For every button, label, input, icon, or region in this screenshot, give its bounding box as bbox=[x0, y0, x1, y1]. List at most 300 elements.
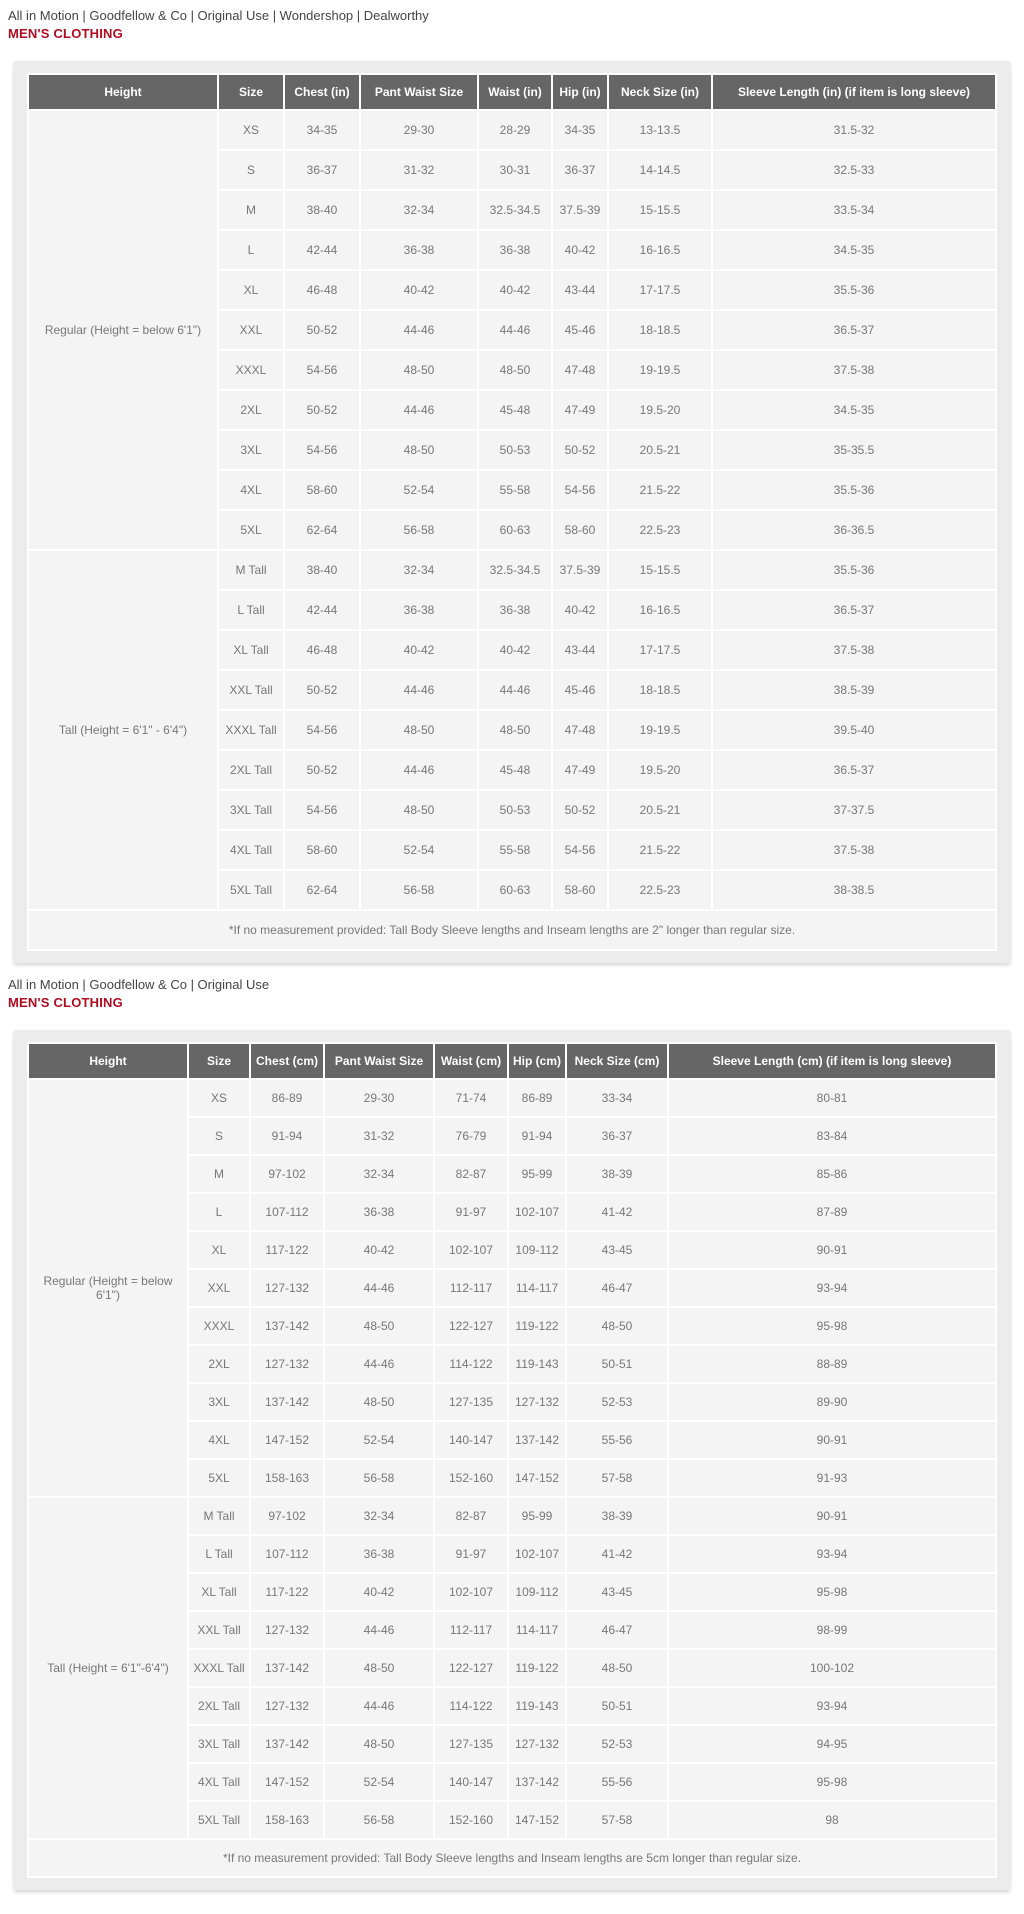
table-row bbox=[29, 111, 995, 149]
value-cell: 41-42 bbox=[567, 1194, 667, 1230]
value-cell: 114-117 bbox=[509, 1612, 565, 1648]
value-cell: 147-152 bbox=[509, 1460, 565, 1496]
value-cell: 56-58 bbox=[361, 511, 477, 549]
value-cell: 39.5-40 bbox=[713, 711, 995, 749]
value-cell: 37-37.5 bbox=[713, 791, 995, 829]
value-cell: 43-45 bbox=[567, 1232, 667, 1268]
value-cell: 37.5-38 bbox=[713, 631, 995, 669]
value-cell: 40-42 bbox=[479, 631, 551, 669]
value-cell: 100-102 bbox=[669, 1650, 995, 1686]
value-cell: 102-107 bbox=[435, 1232, 507, 1268]
value-cell: 36-36.5 bbox=[713, 511, 995, 549]
value-cell: 29-30 bbox=[325, 1080, 433, 1116]
value-cell: 98-99 bbox=[669, 1612, 995, 1648]
value-cell: 54-56 bbox=[553, 471, 607, 509]
value-cell: 48-50 bbox=[361, 431, 477, 469]
value-cell: 158-163 bbox=[251, 1460, 323, 1496]
size-cell: XXL Tall bbox=[219, 671, 283, 709]
size-cell: 3XL bbox=[189, 1384, 249, 1420]
value-cell: 62-64 bbox=[285, 511, 359, 549]
size-cell: XXXL Tall bbox=[219, 711, 283, 749]
size-cell: XL bbox=[189, 1232, 249, 1268]
value-cell: 82-87 bbox=[435, 1156, 507, 1192]
brand-list: All in Motion | Goodfellow & Co | Original Use bbox=[8, 977, 270, 992]
value-cell: 48-50 bbox=[325, 1726, 433, 1762]
column-header-height: Height bbox=[29, 75, 217, 109]
value-cell: 38-40 bbox=[285, 191, 359, 229]
table-header bbox=[29, 1044, 995, 1078]
value-cell: 158-163 bbox=[251, 1802, 323, 1838]
value-cell: 52-54 bbox=[325, 1422, 433, 1458]
category-title: MEN'S CLOTHING bbox=[8, 26, 123, 41]
size-cell: 3XL Tall bbox=[189, 1726, 249, 1762]
footnote-row bbox=[29, 1840, 995, 1876]
value-cell: 33.5-34 bbox=[713, 191, 995, 229]
value-cell: 137-142 bbox=[509, 1422, 565, 1458]
value-cell: 19.5-20 bbox=[609, 391, 711, 429]
value-cell: 127-132 bbox=[251, 1612, 323, 1648]
table-body bbox=[29, 1080, 995, 1876]
value-cell: 38-40 bbox=[285, 551, 359, 589]
value-cell: 45-48 bbox=[479, 391, 551, 429]
value-cell: 37.5-38 bbox=[713, 351, 995, 389]
column-header-neck: Neck Size (in) bbox=[609, 75, 711, 109]
value-cell: 36-38 bbox=[479, 591, 551, 629]
value-cell: 48-50 bbox=[361, 791, 477, 829]
value-cell: 40-42 bbox=[325, 1232, 433, 1268]
value-cell: 19-19.5 bbox=[609, 711, 711, 749]
value-cell: 102-107 bbox=[435, 1574, 507, 1610]
size-chart-panel-cm bbox=[14, 1030, 1010, 1890]
value-cell: 29-30 bbox=[361, 111, 477, 149]
value-cell: 32-34 bbox=[325, 1498, 433, 1534]
value-cell: 147-152 bbox=[509, 1802, 565, 1838]
value-cell: 36-38 bbox=[325, 1536, 433, 1572]
value-cell: 60-63 bbox=[479, 511, 551, 549]
value-cell: 13-13.5 bbox=[609, 111, 711, 149]
value-cell: 18-18.5 bbox=[609, 311, 711, 349]
column-header-sleeve: Sleeve Length (cm) (if item is long sleeve) bbox=[669, 1044, 995, 1078]
value-cell: 127-132 bbox=[251, 1688, 323, 1724]
value-cell: 31-32 bbox=[361, 151, 477, 189]
footnote: *If no measurement provided: Tall Body Sleeve lengths and Inseam lengths are 5cm longer than regular size. bbox=[29, 1840, 995, 1876]
value-cell: 30-31 bbox=[479, 151, 551, 189]
value-cell: 33-34 bbox=[567, 1080, 667, 1116]
size-cell: XXL Tall bbox=[189, 1612, 249, 1648]
size-cell: M Tall bbox=[189, 1498, 249, 1534]
value-cell: 58-60 bbox=[285, 471, 359, 509]
value-cell: 44-46 bbox=[325, 1612, 433, 1648]
value-cell: 147-152 bbox=[251, 1422, 323, 1458]
value-cell: 91-94 bbox=[251, 1118, 323, 1154]
size-cell: L Tall bbox=[219, 591, 283, 629]
value-cell: 58-60 bbox=[553, 511, 607, 549]
value-cell: 36-38 bbox=[361, 231, 477, 269]
value-cell: 62-64 bbox=[285, 871, 359, 909]
value-cell: 43-44 bbox=[553, 631, 607, 669]
column-header-pant-waist: Pant Waist Size bbox=[325, 1044, 433, 1078]
value-cell: 127-132 bbox=[251, 1270, 323, 1306]
size-cell: XS bbox=[189, 1080, 249, 1116]
value-cell: 40-42 bbox=[553, 231, 607, 269]
value-cell: 17-17.5 bbox=[609, 271, 711, 309]
value-cell: 41-42 bbox=[567, 1536, 667, 1572]
value-cell: 89-90 bbox=[669, 1384, 995, 1420]
table-header bbox=[29, 75, 995, 109]
value-cell: 47-48 bbox=[553, 351, 607, 389]
value-cell: 119-143 bbox=[509, 1346, 565, 1382]
size-cell: 5XL Tall bbox=[189, 1802, 249, 1838]
value-cell: 93-94 bbox=[669, 1536, 995, 1572]
value-cell: 44-46 bbox=[479, 671, 551, 709]
column-header-waist: Waist (cm) bbox=[435, 1044, 507, 1078]
footnote-row bbox=[29, 911, 995, 949]
value-cell: 40-42 bbox=[325, 1574, 433, 1610]
value-cell: 117-122 bbox=[251, 1232, 323, 1268]
value-cell: 36-38 bbox=[479, 231, 551, 269]
value-cell: 21.5-22 bbox=[609, 831, 711, 869]
value-cell: 44-46 bbox=[361, 751, 477, 789]
value-cell: 44-46 bbox=[361, 311, 477, 349]
value-cell: 35.5-36 bbox=[713, 271, 995, 309]
value-cell: 36.5-37 bbox=[713, 751, 995, 789]
size-cell: XL Tall bbox=[219, 631, 283, 669]
value-cell: 93-94 bbox=[669, 1270, 995, 1306]
value-cell: 86-89 bbox=[251, 1080, 323, 1116]
height-group-label: Tall (Height = 6'1"-6'4") bbox=[29, 1498, 187, 1838]
value-cell: 85-86 bbox=[669, 1156, 995, 1192]
value-cell: 36.5-37 bbox=[713, 591, 995, 629]
value-cell: 97-102 bbox=[251, 1498, 323, 1534]
value-cell: 83-84 bbox=[669, 1118, 995, 1154]
value-cell: 58-60 bbox=[285, 831, 359, 869]
value-cell: 40-42 bbox=[553, 591, 607, 629]
column-header-hip: Hip (cm) bbox=[509, 1044, 565, 1078]
column-header-chest: Chest (in) bbox=[285, 75, 359, 109]
value-cell: 40-42 bbox=[479, 271, 551, 309]
value-cell: 44-46 bbox=[325, 1688, 433, 1724]
size-cell: 3XL Tall bbox=[219, 791, 283, 829]
value-cell: 117-122 bbox=[251, 1574, 323, 1610]
value-cell: 47-49 bbox=[553, 391, 607, 429]
value-cell: 114-122 bbox=[435, 1688, 507, 1724]
height-group-label: Regular (Height = below 6'1") bbox=[29, 1080, 187, 1496]
column-header-sleeve: Sleeve Length (in) (if item is long sleeve) bbox=[713, 75, 995, 109]
value-cell: 57-58 bbox=[567, 1460, 667, 1496]
value-cell: 37.5-38 bbox=[713, 831, 995, 869]
value-cell: 122-127 bbox=[435, 1650, 507, 1686]
value-cell: 54-56 bbox=[285, 431, 359, 469]
value-cell: 34.5-35 bbox=[713, 391, 995, 429]
value-cell: 119-122 bbox=[509, 1650, 565, 1686]
value-cell: 122-127 bbox=[435, 1308, 507, 1344]
value-cell: 54-56 bbox=[553, 831, 607, 869]
value-cell: 107-112 bbox=[251, 1194, 323, 1230]
value-cell: 95-98 bbox=[669, 1764, 995, 1800]
value-cell: 15-15.5 bbox=[609, 551, 711, 589]
value-cell: 127-132 bbox=[251, 1346, 323, 1382]
value-cell: 137-142 bbox=[251, 1726, 323, 1762]
value-cell: 55-56 bbox=[567, 1422, 667, 1458]
value-cell: 82-87 bbox=[435, 1498, 507, 1534]
value-cell: 54-56 bbox=[285, 351, 359, 389]
value-cell: 46-47 bbox=[567, 1270, 667, 1306]
size-cell: 5XL Tall bbox=[219, 871, 283, 909]
value-cell: 34.5-35 bbox=[713, 231, 995, 269]
value-cell: 48-50 bbox=[325, 1650, 433, 1686]
value-cell: 55-58 bbox=[479, 471, 551, 509]
value-cell: 98 bbox=[669, 1802, 995, 1838]
value-cell: 21.5-22 bbox=[609, 471, 711, 509]
value-cell: 48-50 bbox=[479, 351, 551, 389]
value-cell: 48-50 bbox=[325, 1308, 433, 1344]
value-cell: 52-54 bbox=[325, 1764, 433, 1800]
size-cell: L Tall bbox=[189, 1536, 249, 1572]
value-cell: 137-142 bbox=[251, 1308, 323, 1344]
value-cell: 52-54 bbox=[361, 831, 477, 869]
value-cell: 127-132 bbox=[509, 1726, 565, 1762]
value-cell: 36-38 bbox=[361, 591, 477, 629]
size-cell: XXL bbox=[219, 311, 283, 349]
value-cell: 44-46 bbox=[325, 1270, 433, 1306]
value-cell: 47-48 bbox=[553, 711, 607, 749]
value-cell: 90-91 bbox=[669, 1422, 995, 1458]
value-cell: 87-89 bbox=[669, 1194, 995, 1230]
value-cell: 127-132 bbox=[509, 1384, 565, 1420]
value-cell: 50-52 bbox=[285, 311, 359, 349]
value-cell: 56-58 bbox=[361, 871, 477, 909]
height-group-label: Tall (Height = 6'1" - 6'4") bbox=[29, 551, 217, 909]
value-cell: 38-38.5 bbox=[713, 871, 995, 909]
value-cell: 95-99 bbox=[509, 1498, 565, 1534]
value-cell: 32.5-34.5 bbox=[479, 551, 551, 589]
size-cell: 2XL Tall bbox=[189, 1688, 249, 1724]
value-cell: 114-122 bbox=[435, 1346, 507, 1382]
value-cell: 36-37 bbox=[285, 151, 359, 189]
size-cell: 2XL bbox=[219, 391, 283, 429]
value-cell: 109-112 bbox=[509, 1574, 565, 1610]
value-cell: 18-18.5 bbox=[609, 671, 711, 709]
value-cell: 71-74 bbox=[435, 1080, 507, 1116]
value-cell: 88-89 bbox=[669, 1346, 995, 1382]
category-title: MEN'S CLOTHING bbox=[8, 995, 123, 1010]
size-cell: S bbox=[189, 1118, 249, 1154]
size-cell: XL Tall bbox=[189, 1574, 249, 1610]
value-cell: 50-52 bbox=[285, 671, 359, 709]
value-cell: 32-34 bbox=[361, 191, 477, 229]
size-cell: 2XL bbox=[189, 1346, 249, 1382]
value-cell: 60-63 bbox=[479, 871, 551, 909]
table-body bbox=[29, 111, 995, 949]
size-chart-panel-inches bbox=[14, 61, 1010, 963]
value-cell: 114-117 bbox=[509, 1270, 565, 1306]
value-cell: 44-46 bbox=[479, 311, 551, 349]
value-cell: 31.5-32 bbox=[713, 111, 995, 149]
value-cell: 37.5-39 bbox=[553, 191, 607, 229]
value-cell: 137-142 bbox=[251, 1384, 323, 1420]
value-cell: 140-147 bbox=[435, 1764, 507, 1800]
value-cell: 56-58 bbox=[325, 1460, 433, 1496]
value-cell: 46-47 bbox=[567, 1612, 667, 1648]
value-cell: 119-143 bbox=[509, 1688, 565, 1724]
column-header-size: Size bbox=[189, 1044, 249, 1078]
size-cell: 4XL Tall bbox=[189, 1764, 249, 1800]
value-cell: 127-135 bbox=[435, 1384, 507, 1420]
value-cell: 35.5-36 bbox=[713, 471, 995, 509]
value-cell: 35-35.5 bbox=[713, 431, 995, 469]
value-cell: 35.5-36 bbox=[713, 551, 995, 589]
column-header-pant-waist: Pant Waist Size bbox=[361, 75, 477, 109]
value-cell: 86-89 bbox=[509, 1080, 565, 1116]
header-row bbox=[29, 75, 995, 109]
value-cell: 22.5-23 bbox=[609, 871, 711, 909]
column-header-neck: Neck Size (cm) bbox=[567, 1044, 667, 1078]
size-cell: M bbox=[189, 1156, 249, 1192]
value-cell: 20.5-21 bbox=[609, 791, 711, 829]
column-header-chest: Chest (cm) bbox=[251, 1044, 323, 1078]
value-cell: 50-52 bbox=[285, 751, 359, 789]
value-cell: 50-51 bbox=[567, 1688, 667, 1724]
column-header-size: Size bbox=[219, 75, 283, 109]
value-cell: 45-46 bbox=[553, 671, 607, 709]
value-cell: 91-97 bbox=[435, 1194, 507, 1230]
value-cell: 38-39 bbox=[567, 1498, 667, 1534]
value-cell: 31-32 bbox=[325, 1118, 433, 1154]
value-cell: 50-52 bbox=[285, 391, 359, 429]
value-cell: 46-48 bbox=[285, 271, 359, 309]
value-cell: 36.5-37 bbox=[713, 311, 995, 349]
value-cell: 17-17.5 bbox=[609, 631, 711, 669]
size-cell: XXXL Tall bbox=[189, 1650, 249, 1686]
size-cell: XXXL bbox=[219, 351, 283, 389]
value-cell: 16-16.5 bbox=[609, 591, 711, 629]
value-cell: 15-15.5 bbox=[609, 191, 711, 229]
value-cell: 44-46 bbox=[361, 671, 477, 709]
size-cell: XXL bbox=[189, 1270, 249, 1306]
column-header-waist: Waist (in) bbox=[479, 75, 551, 109]
value-cell: 40-42 bbox=[361, 271, 477, 309]
size-cell: XXXL bbox=[189, 1308, 249, 1344]
value-cell: 38-39 bbox=[567, 1156, 667, 1192]
size-chart-section-inches bbox=[8, 8, 1016, 963]
height-group-label: Regular (Height = below 6'1") bbox=[29, 111, 217, 549]
size-cell: 5XL bbox=[219, 511, 283, 549]
value-cell: 48-50 bbox=[567, 1650, 667, 1686]
value-cell: 94-95 bbox=[669, 1726, 995, 1762]
table-row bbox=[29, 1080, 995, 1116]
value-cell: 14-14.5 bbox=[609, 151, 711, 189]
value-cell: 19.5-20 bbox=[609, 751, 711, 789]
value-cell: 95-98 bbox=[669, 1308, 995, 1344]
value-cell: 76-79 bbox=[435, 1118, 507, 1154]
value-cell: 127-135 bbox=[435, 1726, 507, 1762]
value-cell: 40-42 bbox=[361, 631, 477, 669]
size-cell: 5XL bbox=[189, 1460, 249, 1496]
size-cell: XL bbox=[219, 271, 283, 309]
size-cell: L bbox=[189, 1194, 249, 1230]
value-cell: 32.5-33 bbox=[713, 151, 995, 189]
value-cell: 91-94 bbox=[509, 1118, 565, 1154]
size-cell: 3XL bbox=[219, 431, 283, 469]
table-row bbox=[29, 1498, 995, 1534]
value-cell: 97-102 bbox=[251, 1156, 323, 1192]
value-cell: 112-117 bbox=[435, 1612, 507, 1648]
value-cell: 90-91 bbox=[669, 1232, 995, 1268]
value-cell: 32-34 bbox=[361, 551, 477, 589]
value-cell: 112-117 bbox=[435, 1270, 507, 1306]
value-cell: 45-48 bbox=[479, 751, 551, 789]
value-cell: 36-37 bbox=[553, 151, 607, 189]
value-cell: 52-53 bbox=[567, 1726, 667, 1762]
value-cell: 54-56 bbox=[285, 711, 359, 749]
footnote: *If no measurement provided: Tall Body Sleeve lengths and Inseam lengths are 2" longer than regular size. bbox=[29, 911, 995, 949]
size-cell: 4XL bbox=[189, 1422, 249, 1458]
value-cell: 55-56 bbox=[567, 1764, 667, 1800]
value-cell: 152-160 bbox=[435, 1802, 507, 1838]
value-cell: 50-53 bbox=[479, 431, 551, 469]
size-cell: 2XL Tall bbox=[219, 751, 283, 789]
column-header-hip: Hip (in) bbox=[553, 75, 607, 109]
value-cell: 95-98 bbox=[669, 1574, 995, 1610]
value-cell: 137-142 bbox=[251, 1650, 323, 1686]
value-cell: 46-48 bbox=[285, 631, 359, 669]
value-cell: 109-112 bbox=[509, 1232, 565, 1268]
value-cell: 28-29 bbox=[479, 111, 551, 149]
value-cell: 48-50 bbox=[361, 351, 477, 389]
size-chart-table-inches bbox=[27, 73, 997, 951]
column-header-height: Height bbox=[29, 1044, 187, 1078]
value-cell: 45-46 bbox=[553, 311, 607, 349]
value-cell: 19-19.5 bbox=[609, 351, 711, 389]
value-cell: 36-37 bbox=[567, 1118, 667, 1154]
size-cell: 4XL Tall bbox=[219, 831, 283, 869]
value-cell: 107-112 bbox=[251, 1536, 323, 1572]
value-cell: 52-54 bbox=[361, 471, 477, 509]
value-cell: 58-60 bbox=[553, 871, 607, 909]
value-cell: 50-52 bbox=[553, 431, 607, 469]
value-cell: 147-152 bbox=[251, 1764, 323, 1800]
value-cell: 102-107 bbox=[509, 1536, 565, 1572]
header-row bbox=[29, 1044, 995, 1078]
value-cell: 32-34 bbox=[325, 1156, 433, 1192]
value-cell: 137-142 bbox=[509, 1764, 565, 1800]
value-cell: 32.5-34.5 bbox=[479, 191, 551, 229]
value-cell: 47-49 bbox=[553, 751, 607, 789]
value-cell: 22.5-23 bbox=[609, 511, 711, 549]
brand-list: All in Motion | Goodfellow & Co | Original Use | Wondershop | Dealworthy bbox=[8, 8, 429, 23]
value-cell: 48-50 bbox=[361, 711, 477, 749]
value-cell: 42-44 bbox=[285, 231, 359, 269]
size-cell: M Tall bbox=[219, 551, 283, 589]
value-cell: 80-81 bbox=[669, 1080, 995, 1116]
value-cell: 57-58 bbox=[567, 1802, 667, 1838]
value-cell: 90-91 bbox=[669, 1498, 995, 1534]
value-cell: 52-53 bbox=[567, 1384, 667, 1420]
size-cell: S bbox=[219, 151, 283, 189]
value-cell: 93-94 bbox=[669, 1688, 995, 1724]
size-chart-table-cm bbox=[27, 1042, 997, 1878]
value-cell: 119-122 bbox=[509, 1308, 565, 1344]
value-cell: 36-38 bbox=[325, 1194, 433, 1230]
size-cell: XS bbox=[219, 111, 283, 149]
value-cell: 91-97 bbox=[435, 1536, 507, 1572]
value-cell: 44-46 bbox=[325, 1346, 433, 1382]
value-cell: 54-56 bbox=[285, 791, 359, 829]
value-cell: 43-44 bbox=[553, 271, 607, 309]
value-cell: 37.5-39 bbox=[553, 551, 607, 589]
value-cell: 50-52 bbox=[553, 791, 607, 829]
value-cell: 50-53 bbox=[479, 791, 551, 829]
